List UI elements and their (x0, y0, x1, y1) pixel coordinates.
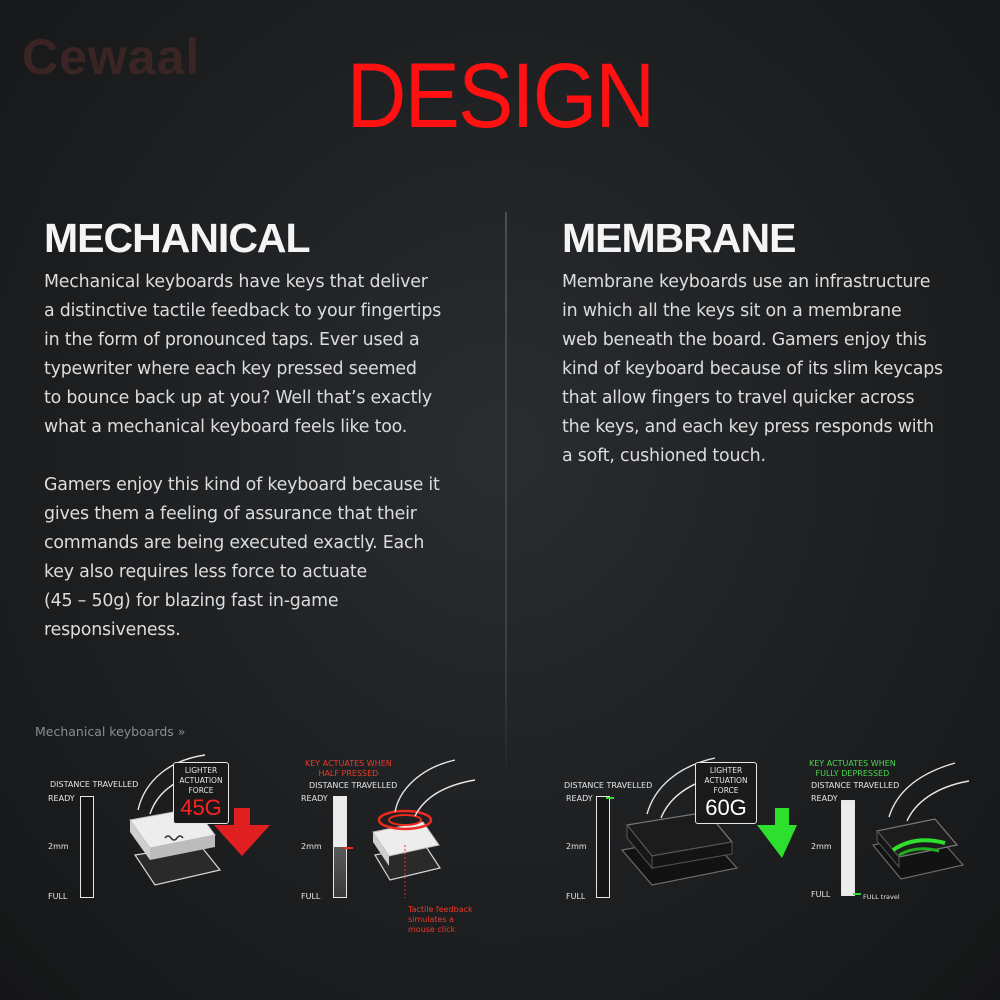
travel-ruler-full (841, 800, 855, 896)
full-travel-label: FULL travel (863, 893, 900, 901)
actuation-force-badge: LIGHTER ACTUATION FORCE 45G (173, 762, 229, 824)
mechanical-force-diagram (40, 750, 280, 970)
pressed-switch-illustration (365, 750, 485, 900)
half-pressed-note: KEY ACTUATES WHEN HALF PRESSED (305, 759, 392, 778)
membrane-actuation-diagram (805, 750, 995, 970)
distance-travelled-label: DISTANCE TRAVELLED (50, 780, 139, 789)
full-label: FULL (48, 892, 68, 901)
actuation-force-badge: LIGHTER ACTUATION FORCE 60G (695, 762, 757, 824)
mechanical-actuation-diagram (295, 750, 535, 970)
mechanical-heading: MECHANICAL (44, 215, 310, 261)
membrane-section (562, 214, 982, 471)
mechanical-diagram-caption: Mechanical keyboards » (35, 724, 186, 739)
mid-label: 2mm (48, 842, 69, 851)
membrane-paragraph-1: Membrane keyboards use an infrastructure in which all the keys sit on a membrane web beneath the board. Gamers enjoy this kind of keyboard because of its slim keycaps that allow fingers to travel quicker across the keys, and each key press responds with a soft, cushioned touch. (562, 272, 943, 466)
page-title: DESIGN (346, 45, 654, 147)
full-label: FULL (301, 892, 321, 901)
full-point-marker (853, 893, 861, 895)
mechanical-force-value: 45G (180, 795, 222, 820)
distance-travelled-label: DISTANCE TRAVELLED (309, 781, 398, 790)
ready-label: READY (301, 794, 328, 803)
mid-label: 2mm (811, 842, 832, 851)
fully-depressed-note: KEY ACTUATES WHEN FULLY DEPRESSED (809, 759, 896, 778)
mechanical-paragraph-2: Gamers enjoy this kind of keyboard because it gives them a feeling of assurance that their commands are being executed exactly. Each key also requires less force to actuate (45 – 50g) for blazing fast in-game responsiveness. (44, 475, 440, 640)
ready-point-marker (606, 797, 614, 799)
brand-logo: Cewaal (22, 29, 201, 85)
actuation-point-marker (343, 847, 353, 849)
full-label: FULL (811, 890, 831, 899)
full-label: FULL (566, 892, 586, 901)
mid-label: 2mm (566, 842, 587, 851)
mechanical-section (44, 214, 464, 645)
pressed-membrane-illustration (865, 755, 995, 895)
membrane-force-value: 60G (705, 795, 747, 820)
distance-travelled-label: DISTANCE TRAVELLED (564, 781, 653, 790)
ready-label: READY (566, 794, 593, 803)
distance-travelled-label: DISTANCE TRAVELLED (811, 781, 900, 790)
ready-label: READY (811, 794, 838, 803)
ready-label: READY (48, 794, 75, 803)
travel-ruler (80, 796, 94, 898)
travel-ruler (596, 796, 610, 898)
membrane-heading: MEMBRANE (562, 215, 796, 261)
column-divider (505, 212, 507, 782)
mid-label: 2mm (301, 842, 322, 851)
tactile-feedback-note: Tactile feedback simulates a mouse click (408, 905, 473, 934)
membrane-force-diagram (562, 750, 802, 970)
mechanical-paragraph-1: Mechanical keyboards have keys that deliver a distinctive tactile feedback to your fingertips in the form of pronounced taps. Ever used a typewriter where each key pressed seemed to bounce back up at you? Well that’s exactly what a mechanical keyboard feels like too. (44, 272, 442, 437)
